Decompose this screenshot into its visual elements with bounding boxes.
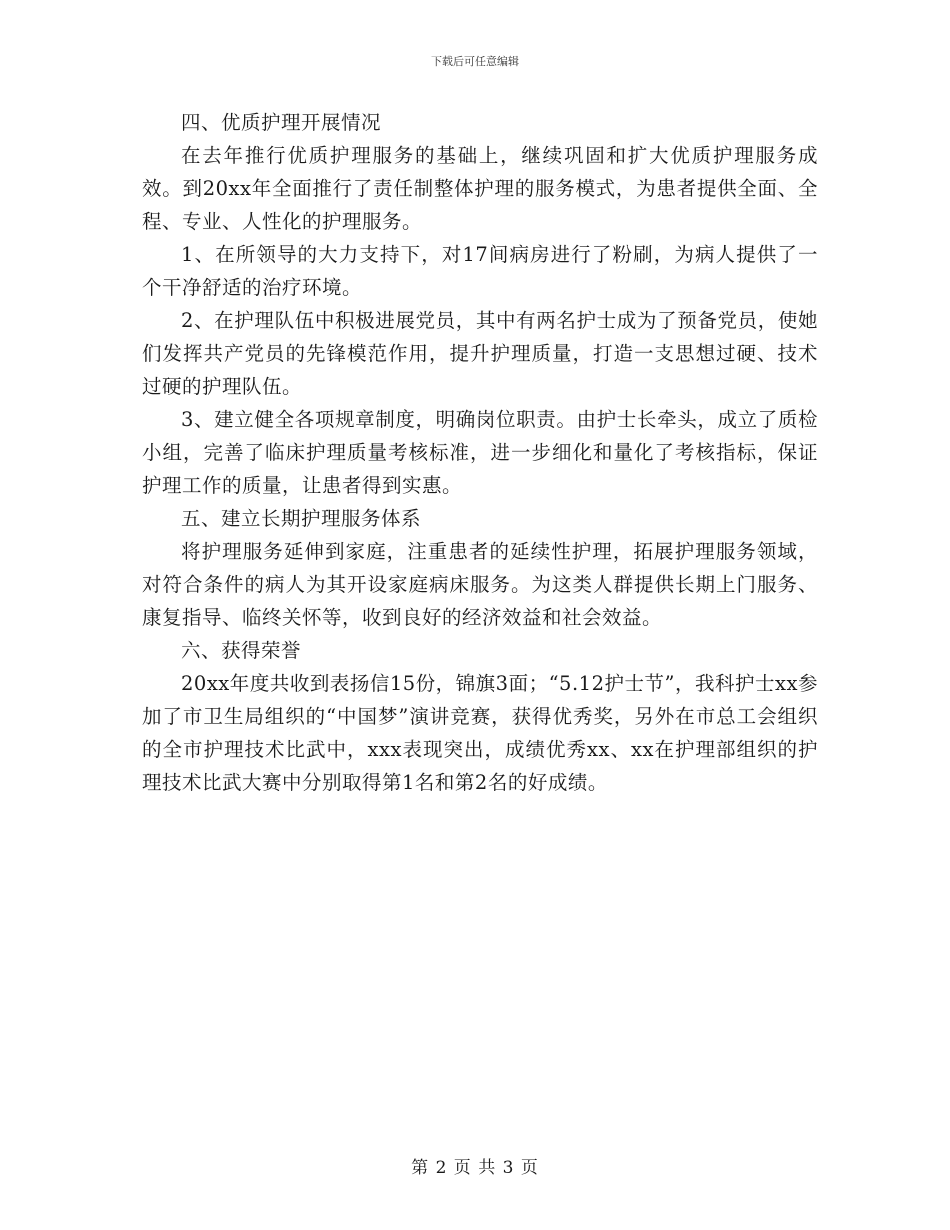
section-heading-4: 四、优质护理开展情况: [181, 111, 382, 134]
header-note: 下载后可任意编辑: [431, 55, 519, 68]
paragraph: 在去年推行优质护理服务的基础上，继续巩固和扩大优质护理服务成效。到20xx年全面推行了责任制整体护理的服务模式，为患者提供全面、全程、专业、人性化的护理服务。: [142, 144, 818, 233]
list-item-1: 1、在所领导的大力支持下，对17间病房进行了粉刷，为病人提供了一个干净舒适的治疗环境。: [142, 243, 818, 299]
paragraph: 将护理服务延伸到家庭，注重患者的延续性护理，拓展护理服务领域，对符合条件的病人为其开设家庭病床服务。为这类人群提供长期上门服务、康复指导、临终关怀等，收到良好的经济效益和社会效益。: [142, 540, 818, 629]
document-body: [142, 106, 818, 799]
list-item-3: 3、建立健全各项规章制度，明确岗位职责。由护士长牵头，成立了质检小组，完善了临床护理质量考核标准，进一步细化和量化了考核指标，保证护理工作的质量，让患者得到实惠。: [142, 408, 818, 497]
section-heading-5: 五、建立长期护理服务体系: [181, 507, 422, 530]
paragraph: 20xx年度共收到表扬信15份，锦旗3面；“5.12护士节”，我科护士xx参加了市卫生局组织的“中国梦”演讲竞赛，获得优秀奖，另外在市总工会组织的全市护理技术比武中，xxx表现突出，成绩优秀xx、xx在护理部组织的护理技术比武大赛中分别取得第1名和第2名的好成绩。: [142, 672, 818, 794]
section-heading-6: 六、获得荣誉: [181, 639, 302, 662]
list-item-2: 2、在护理队伍中积极进展党员，其中有两名护士成为了预备党员，使她们发挥共产党员的先锋模范作用，提升护理质量，打造一支思想过硬、技术过硬的护理队伍。: [142, 309, 818, 398]
page-number: 第 2 页 共 3 页: [411, 1158, 539, 1178]
